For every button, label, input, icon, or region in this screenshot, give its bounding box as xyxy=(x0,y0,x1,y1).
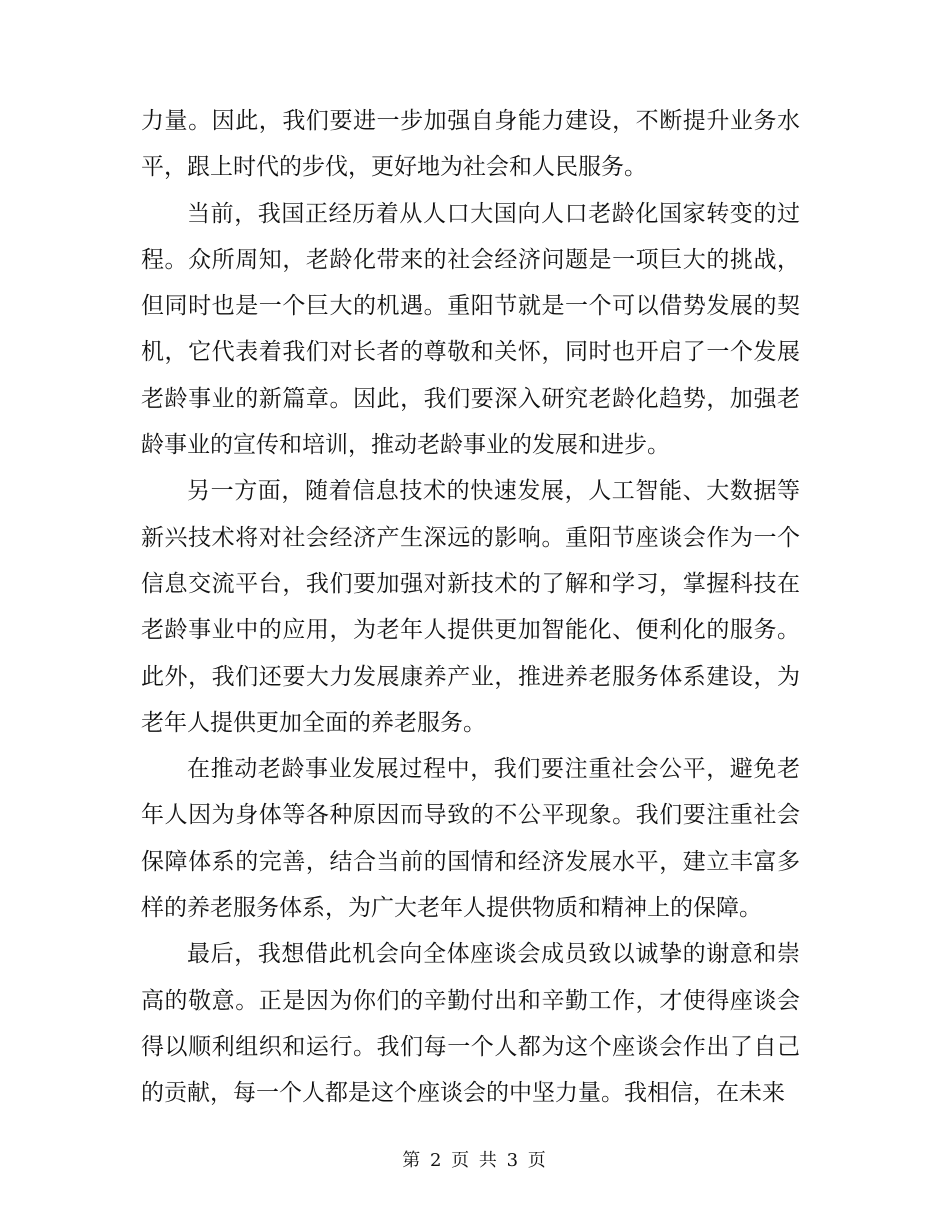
page-number-footer: 第 2 页 共 3 页 xyxy=(402,1150,548,1171)
paragraph-1: 力量。因此，我们要进一步加强自身能力建设，不断提升业务水平，跟上时代的步伐，更好地为社会和人民服务。 xyxy=(141,108,800,181)
paragraph-2: 当前，我国正经历着从人口大国向人口老龄化国家转变的过程。众所周知，老龄化带来的社会经济问题是一项巨大的挑战，但同时也是一个巨大的机遇。重阳节就是一个可以借势发展的契机，它代表着我们对长者的尊敬和关怀，同时也开启了一个发展老龄事业的新篇章。因此，我们要深入研究老龄化趋势，加强老龄事业的宣传和培训，推动老龄事业的发展和进步。 xyxy=(141,200,800,459)
document-body xyxy=(141,98,800,1117)
paragraph-4: 在推动老龄事业发展过程中，我们要注重社会公平，避免老年人因为身体等各种原因而导致的不公平现象。我们要注重社会保障体系的完善，结合当前的国情和经济发展水平，建立丰富多样的养老服务体系，为广大老年人提供物质和精神上的保障。 xyxy=(141,756,800,922)
paragraph-5: 最后，我想借此机会向全体座谈会成员致以诚挚的谢意和崇高的敬意。正是因为你们的辛勤付出和辛勤工作，才使得座谈会得以顺利组织和运行。我们每一个人都为这个座谈会作出了自己的贡献，每一个人都是这个座谈会的中坚力量。我相信，在未来 xyxy=(141,941,800,1107)
paragraph-3: 另一方面，随着信息技术的快速发展，人工智能、大数据等新兴技术将对社会经济产生深远的影响。重阳节座谈会作为一个信息交流平台，我们要加强对新技术的了解和学习，掌握科技在老龄事业中的应用，为老年人提供更加智能化、便利化的服务。此外，我们还要大力发展康养产业，推进养老服务体系建设，为老年人提供更加全面的养老服务。 xyxy=(141,478,800,736)
